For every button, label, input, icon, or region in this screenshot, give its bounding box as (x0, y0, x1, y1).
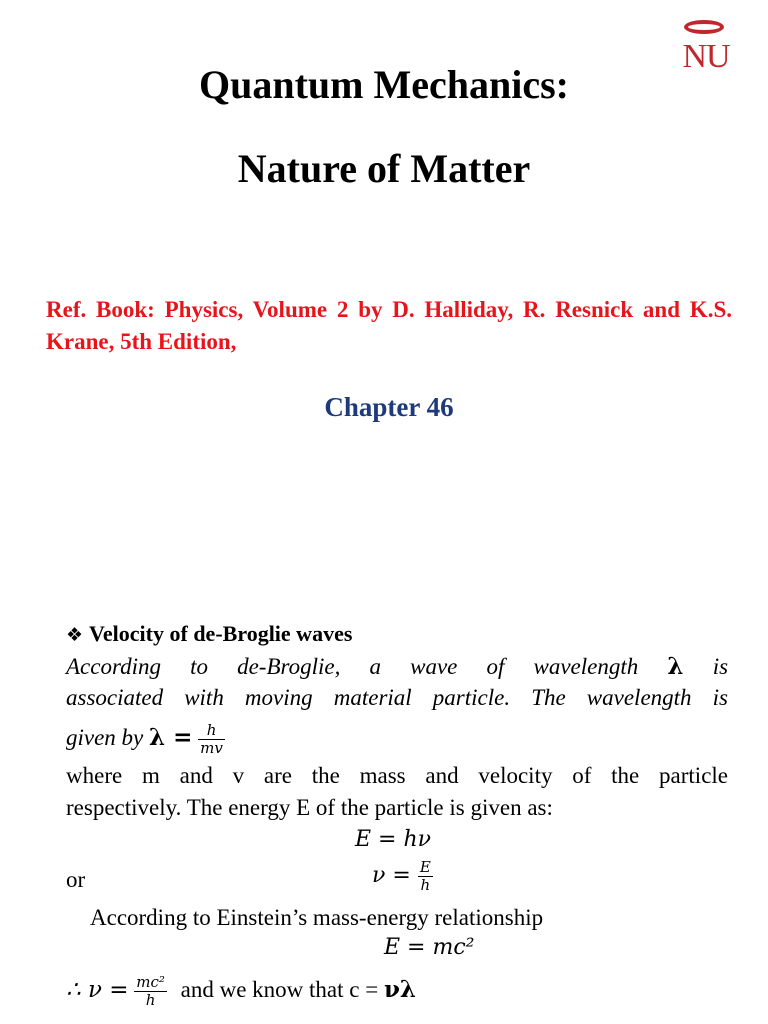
or-label: or (66, 867, 86, 892)
mc2-fraction: $\frac{\text{mc²}}{h}$ (136, 973, 165, 1010)
logo-ring-icon (684, 20, 724, 34)
therefore-line: ∴ ν = $\frac{\text{mc²}}{h}$ and we know that c = νλ (66, 973, 417, 1010)
logo-text: NU (682, 38, 730, 75)
lambda-formula-lhs: λ = (149, 724, 193, 751)
para1-line3: given by λ = $\frac{h}{mv}$ (66, 721, 223, 758)
para2-line2: respectively. The energy E of the particle is given as: (66, 795, 553, 820)
equation-nu: ν = $\frac{E}{h}$ (372, 857, 431, 894)
para2-line1: where m and v are the mass and velocity of the particle (66, 763, 728, 788)
chapter-label: Chapter 46 (324, 392, 454, 422)
diamond-bullet-icon: ❖ (66, 624, 84, 646)
page-title-line1: Quantum Mechanics: (199, 62, 569, 107)
equation-e-mc2: E = mc² (384, 935, 475, 960)
reference-book: Ref. Book: Physics, Volume 2 by D. Halliday, R. Resnick and K.S. Krane, 5th Edition, (46, 297, 732, 354)
equation-e-hv: E = hν (355, 827, 432, 852)
page-title-line2: Nature of Matter (237, 146, 531, 191)
section-heading-text: Velocity of de-Broglie waves (89, 621, 353, 646)
lambda-fraction: $\frac{h}{mv}$ (200, 721, 223, 758)
c-equals-nu-lambda: νλ (383, 976, 417, 1003)
nu-fraction: $\frac{E}{h}$ (419, 857, 431, 894)
einstein-line: According to Einstein’s mass-energy relationship (90, 905, 544, 930)
para1-line2: associated with moving material particle. The wavelength is (66, 685, 728, 710)
section-heading (66, 619, 352, 650)
lambda-symbol: λ (667, 653, 684, 680)
para1-line1: According to de-Broglie, a wave of wavelength λ is (66, 653, 729, 680)
